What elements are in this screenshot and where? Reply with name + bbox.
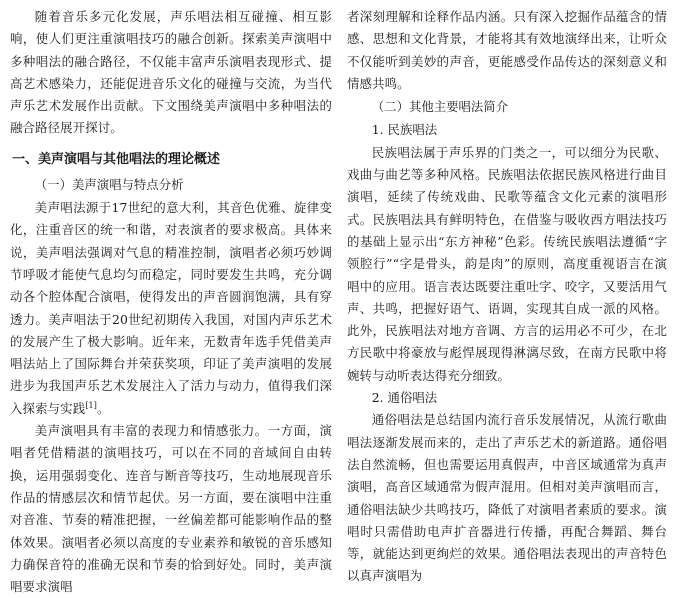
folk-heading: 1. 民族唱法 bbox=[371, 122, 438, 138]
pop-heading: 2. 通俗唱法 bbox=[371, 390, 438, 406]
paragraph-text: 美声唱法源于17世纪的意大利，其音色优雅、旋律变化，注重音区的统一和谐，对表演者的要求极高。具体来说，美声唱法强调对气息的精准控制，演唱者必须巧妙调节呼吸才能使气息均匀而稳定，同时要发生共鸣，充分调动各个腔体配合演唱，使得发出的声音圆润饱满，具有穿透力。美声唱法于20世纪初期传入我国，对国内声乐艺术的发展产生了极大影响。近年来，无数青年选手凭借美声唱法站上了国际舞台并荣获奖项，印证了美声演唱的发展进步为我国声乐艺术发展注入了活力与动力，值得我们深入探索与实践 bbox=[10, 200, 332, 416]
pop-paragraph: 通俗唱法是总结国内流行音乐发展情况，从流行歌曲唱法逐渐发展而来的，走出了声乐艺术的新道路。通俗唱法自然流畅，但也需要运用真假声，中音区域通常为真声演唱，高音区域通常为假声混用。但相对美声演唱而言，通俗唱法缺少共鸣技巧，降低了对演唱者素质的要求。演唱时只需借助电声扩音器进行传播，再配合舞蹈、舞台等，就能达到更绚烂的效果。通俗唱法表现出的声音特色以真声演唱为 bbox=[347, 412, 667, 584]
citation-ref: [1] bbox=[85, 400, 98, 410]
intro-paragraph: 随着音乐多元化发展，声乐唱法相互碰撞、相互影响，使人们更注重演唱技巧的融合创新。探索美声演唱中多种唱法的融合路径，不仅能丰富声乐演唱表现形式、提高艺术感染力，还能促进音乐文化的碰撞与交流，为当代声乐艺术发展作出贡献。下文围绕美声演唱中多种唱法的融合路径展开探讨。 bbox=[10, 9, 332, 136]
folk-paragraph: 民族唱法属于声乐界的门类之一，可以细分为民歌、戏曲与曲艺等多种风格。民族唱法依据民族风格进行曲目演唱，延续了传统戏曲、民歌等蕴含文化元素的演唱形式。民族唱法具有鲜明特色，在借鉴与吸收西方唱法技巧的基础上显示出“东方神秘”色彩。传统民族唱法遵循“字领腔行”“字是骨头，韵是肉”的原则，高度重视语言在演唱中的应用。语言表达既要注重吐字、咬字，又要活用气声、共鸣，把握好语气、语调，实现其自成一派的风格。此外，民族唱法对地方音调、方言的运用必不可少，在北方民歌中将豪放与彪悍展现得淋漓尽致，在南方民歌中将婉转与动听表达得充分细致。 bbox=[347, 144, 667, 383]
right-column bbox=[347, 6, 667, 588]
section-heading: 一、美声演唱与其他唱法的理论概述 bbox=[12, 151, 221, 167]
continued-paragraph: 者深刻理解和诠释作品内涵。只有深入挖掘作品蕴含的情感、思想和文化背景，才能将其有效地演绎出来，让听众不仅能听到美妙的声音，更能感受作品传达的深刻意义和情感共鸣。 bbox=[347, 9, 667, 91]
bel-canto-paragraph-1 bbox=[10, 197, 332, 420]
bel-canto-paragraph-2: 美声演唱具有丰富的表现力和情感张力。一方面，演唱者凭借精湛的演唱技巧，可以在不同的音域间自由转换，运用强弱变化、连音与断音等技巧，生动地展现音乐作品的情感层次和情节起伏。另一方面，要在演唱中注重对音准、节奏的精准把握，一丝偏差都可能影响作品的整体效果。演唱者必须以高度的专业素养和敏锐的音乐感知力确保音符的准确无误和节奏的恰到好处。同时，美声演唱要求演唱 bbox=[10, 423, 332, 595]
subsection-heading-2: （二）其他主要唱法简介 bbox=[371, 99, 509, 115]
paragraph-end: 。 bbox=[97, 400, 110, 416]
left-column bbox=[10, 6, 332, 598]
subsection-heading: （一）美声演唱与特点分析 bbox=[34, 176, 184, 192]
